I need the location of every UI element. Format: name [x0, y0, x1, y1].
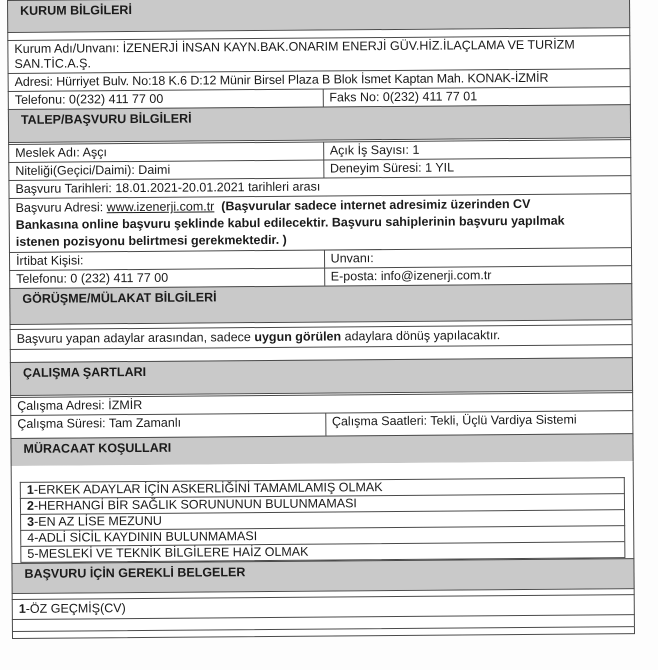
talep-adres-row [9, 193, 632, 252]
kurum-telefon: Telefonu: 0(232) 411 77 00 [14, 91, 164, 107]
basvuru-link[interactable]: www.izenerji.com.tr [106, 199, 215, 215]
kurum-adres: Adresi: Hürriyet Bulv. No:18 K.6 D:12 Münir Birsel Plaza B Blok İsmet Kaptan Mah. KONAK-İZMİR [14, 70, 549, 89]
talep-irtibat: İrtibat Kişisi: [15, 253, 84, 268]
calisma-sure-row [10, 410, 633, 438]
talep-acik-is: Açık İş Sayısı: 1 [323, 140, 631, 159]
item-number: 4 [27, 530, 35, 545]
talep-telefon: Telefonu: 0 (232) 411 77 00 [16, 270, 169, 286]
calisma-saatler: Çalışma Saatleri: Tekli, Üçlü Vardiya Sistemi [325, 411, 633, 435]
kurum-faks: Faks No: 0(232) 411 77 01 [322, 87, 630, 106]
item-number: 1 [18, 601, 26, 616]
gorusme-text-post: adaylara dönüş yapılacaktır. [341, 328, 501, 344]
section-header-belgeler: BAŞVURU İÇİN GEREKLİ BELGELER [11, 558, 634, 593]
calisma-adres: Çalışma Adresi: İZMİR [17, 397, 143, 413]
item-text: -ADLİ SİCİL KAYDININ BULUNMAMASI [34, 529, 258, 545]
talep-deneyim: Deneyim Süresi: 1 YIL [323, 158, 631, 177]
item-text: -ERKEK ADAYLAR İÇİN ASKERLİĞİNİ TAMAMLAMIŞ OLMAK [33, 480, 383, 497]
gorusme-text-bold: uygun görülen [254, 329, 342, 345]
gorusme-text-pre: Başvuru yapan adaylar arasından, sadece [16, 330, 255, 346]
kurum-unvan-cont: SAN.TİC.A.Ş. [14, 56, 91, 71]
talep-nitelik: Niteliği(Geçici/Daimi): Daimi [15, 162, 171, 178]
item-number: 1 [26, 482, 34, 497]
talep-eposta: E-posta: info@izenerji.com.tr [324, 266, 632, 285]
talep-adres-label: Başvuru Adresi: [15, 200, 107, 215]
section-header-calisma: ÇALIŞMA ŞARTLARI [10, 357, 633, 395]
form-sheet [7, 0, 635, 639]
item-text: -HERHANGİ BİR SAĞLIK SORUNUNUN BULUNMAMASI [33, 496, 357, 513]
talep-tarihler: Başvuru Tarihleri: 18.01.2021-20.01.2021 tarihleri arası [15, 179, 321, 196]
item-text: -MESLEKİ VE TEKNİK BİLGİLERE HAİZ OLMAK [34, 544, 309, 561]
section-header-kurum: KURUM BİLGİLERİ [7, 0, 630, 32]
item-text: -EN AZ LİSE MEZUNU [33, 513, 162, 529]
talep-adres-note3: istenen pozisyonu belirtmesi gerekmektedir. ) [15, 232, 287, 249]
talep-unvani: Unvanı: [324, 248, 632, 267]
calisma-sure: Çalışma Süresi: Tam Zamanlı [17, 415, 182, 431]
talep-meslek: Meslek Adı: Aşçı [15, 145, 107, 160]
kurum-unvan-row [7, 35, 630, 73]
section-header-talep: TALEP/BAŞVURU BİLGİLERİ [8, 104, 631, 142]
talep-adres-note2: Bankasına online başvuru şeklinde kabul edilecektir. Başvuru sahiplerinin başvuru yapılmak [15, 213, 565, 232]
muracaat-list [11, 461, 635, 563]
section-header-muracaat: MÜRACAAT KOŞULLARI [10, 433, 633, 466]
belgeler-item: -ÖZ GEÇMİŞ(CV) [25, 601, 126, 616]
item-number: 5 [27, 546, 35, 561]
section-header-gorusme: GÖRÜŞME/MÜLAKAT BİLGİLERİ [9, 283, 632, 324]
kurum-unvan: Kurum Adı/Unvanı: İZENERJİ İNSAN KAYN.BAK.ONARIM ENERJİ GÜV.HİZ.İLAÇLAMA VE TURİZM [14, 37, 575, 56]
item-number: 2 [26, 498, 34, 513]
talep-adres-note1: (Başvurular sadece internet adresimiz üzerinden CV [221, 196, 531, 214]
item-number: 3 [27, 514, 35, 529]
